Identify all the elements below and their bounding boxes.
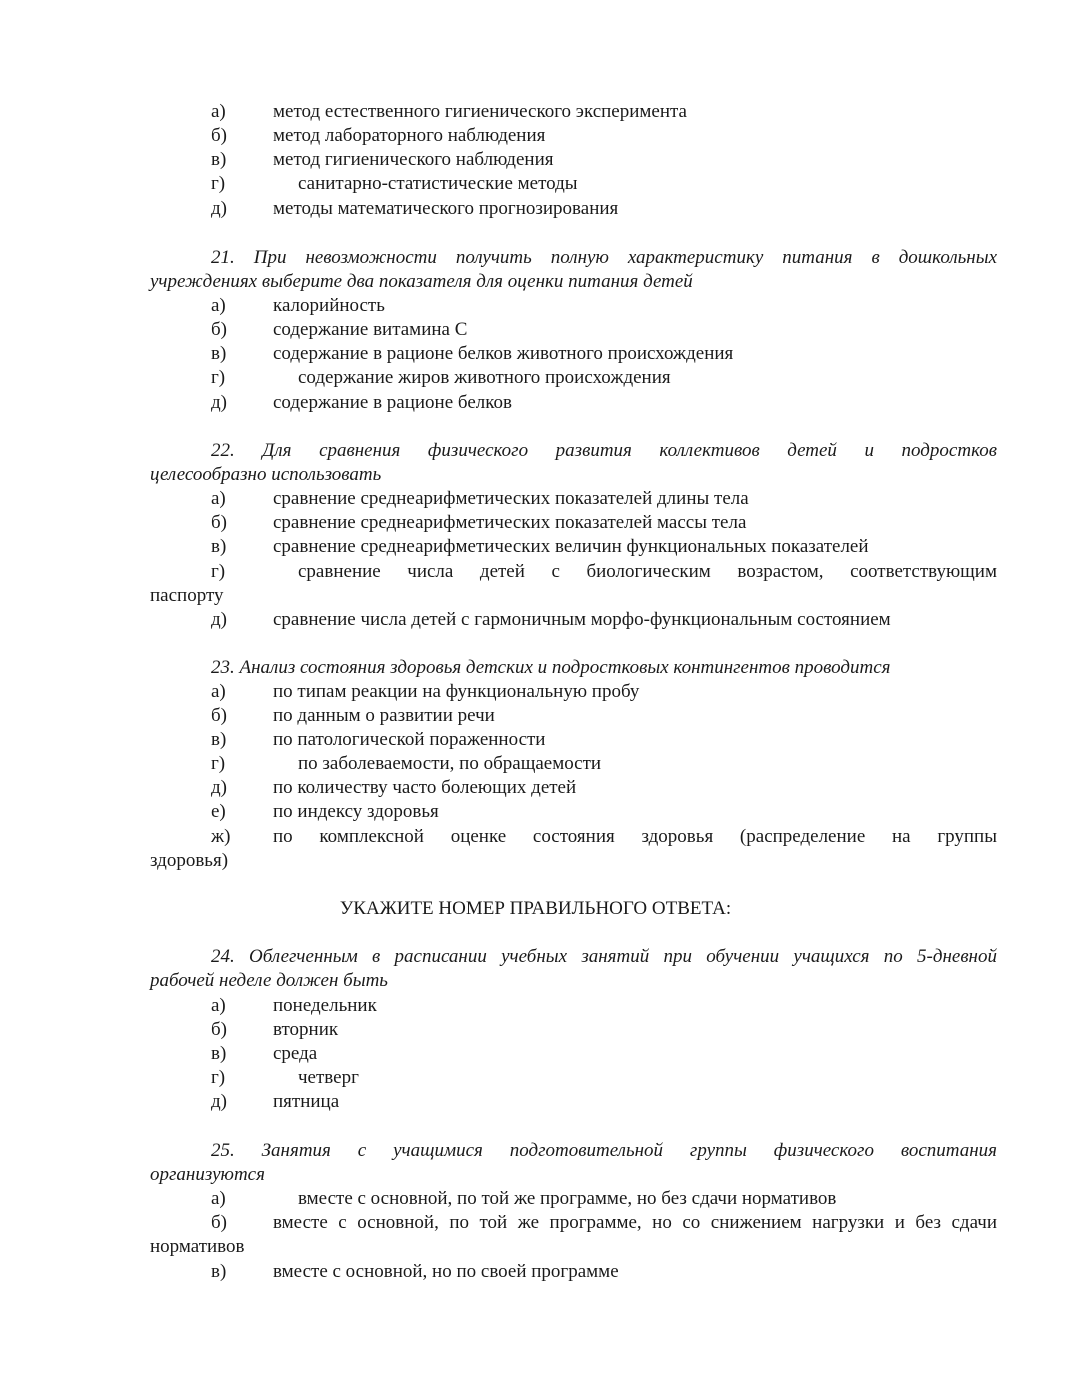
option-label: г): [211, 1067, 226, 1088]
option-text: метод гигиенического наблюдения: [273, 149, 554, 170]
option-text: содержание в рационе белков животного происхождения: [273, 343, 734, 364]
option-label: а): [211, 101, 226, 122]
question-24-line-1: 24. Облегченным в расписании учебных занятий при обучении учащихся по 5-дневной: [211, 946, 997, 967]
question-21-text: [150, 246, 997, 294]
option-label: в): [211, 1043, 227, 1064]
option-label: б): [211, 125, 227, 146]
question-25-text: [150, 1139, 997, 1187]
option-text: метод естественного гигиенического эксперимента: [273, 101, 687, 122]
option-text: вторник: [273, 1019, 339, 1040]
option-text: пятница: [273, 1091, 340, 1112]
option-text: вместе с основной, но по своей программе: [273, 1261, 619, 1282]
option-text: по количеству часто болеющих детей: [273, 777, 577, 798]
option-text: сравнение числа детей с гармоничным морфо-функциональным состоянием: [273, 609, 891, 630]
option-label: ж): [211, 826, 231, 847]
option-text: по индексу здоровья: [273, 801, 439, 822]
option-label: а): [211, 1188, 226, 1209]
option-label: в): [211, 343, 227, 364]
question-21-line-2: учреждениях выберите два показателя для оценки питания детей: [150, 271, 693, 292]
option-text: сравнение числа детей с биологическим возрастом, соответствующим: [298, 561, 997, 582]
option-label: г): [211, 753, 226, 774]
question-22-line-2: целесообразно использовать: [150, 464, 382, 485]
question-25-line-1: 25. Занятия с учащимися подготовительной группы физического воспитания: [211, 1140, 997, 1161]
option-text: по комплексной оценке состояния здоровья (распределение на группы: [273, 826, 997, 847]
option-label: д): [211, 777, 227, 798]
option-label: б): [211, 1019, 227, 1040]
option-label: б): [211, 1212, 227, 1233]
option-text: среда: [273, 1043, 318, 1064]
option-label: д): [211, 198, 227, 219]
option-label: б): [211, 512, 227, 533]
option-label: в): [211, 1261, 227, 1282]
option-label: д): [211, 1091, 227, 1112]
option-label: а): [211, 295, 226, 316]
option-text: по типам реакции на функциональную пробу: [273, 681, 640, 702]
option-label: г): [211, 173, 226, 194]
option-text: калорийность: [273, 295, 385, 316]
question-22-text: [150, 439, 997, 487]
question-23-text: 23. Анализ состояния здоровья детских и подростковых контингентов проводится: [211, 657, 891, 678]
option-label: д): [211, 392, 227, 413]
option-label: е): [211, 801, 226, 822]
question-24-line-2: рабочей неделе должен быть: [150, 970, 388, 991]
question-22-line-1: 22. Для сравнения физического развития коллективов детей и подростков: [211, 440, 997, 461]
question-24-text: [150, 945, 997, 993]
section-heading: УКАЖИТЕ НОМЕР ПРАВИЛЬНОГО ОТВЕТА:: [339, 898, 732, 919]
option-label: д): [211, 609, 227, 630]
option-text-continued: паспорту: [150, 585, 224, 606]
option-label: а): [211, 995, 226, 1016]
option-label: б): [211, 705, 227, 726]
option-text: содержание витамина С: [273, 319, 468, 340]
option-text-continued: здоровья): [150, 850, 229, 871]
option-text: по данным о развитии речи: [273, 705, 495, 726]
option-text: метод лабораторного наблюдения: [273, 125, 546, 146]
option-text: содержание жиров животного происхождения: [298, 367, 671, 388]
option-label: в): [211, 729, 227, 750]
option-label: в): [211, 149, 227, 170]
option-text-continued: нормативов: [150, 1236, 245, 1257]
option-text: вместе с основной, по той же программе, но со снижением нагрузки и без сдачи: [273, 1212, 997, 1233]
option-label: г): [211, 561, 226, 582]
option-text: методы математического прогнозирования: [273, 198, 619, 219]
option-text: санитарно-статистические методы: [298, 173, 578, 194]
option-label: г): [211, 367, 226, 388]
option-text: содержание в рационе белков: [273, 392, 512, 413]
option-text: четверг: [298, 1067, 359, 1088]
option-text: по патологической пораженности: [273, 729, 546, 750]
option-label: в): [211, 536, 227, 557]
question-25-line-2: организуются: [150, 1164, 265, 1185]
option-text: сравнение среднеарифметических величин функциональных показателей: [273, 536, 869, 557]
option-label: а): [211, 681, 226, 702]
option-label: а): [211, 488, 226, 509]
option-text: вместе с основной, по той же программе, но без сдачи нормативов: [298, 1188, 837, 1209]
option-text: сравнение среднеарифметических показателей длины тела: [273, 488, 749, 509]
option-text: понедельник: [273, 995, 377, 1016]
option-text: по заболеваемости, по обращаемости: [298, 753, 602, 774]
question-21-line-1: 21. При невозможности получить полную характеристику питания в дошкольных: [211, 247, 997, 268]
option-label: б): [211, 319, 227, 340]
option-text: сравнение среднеарифметических показателей массы тела: [273, 512, 747, 533]
